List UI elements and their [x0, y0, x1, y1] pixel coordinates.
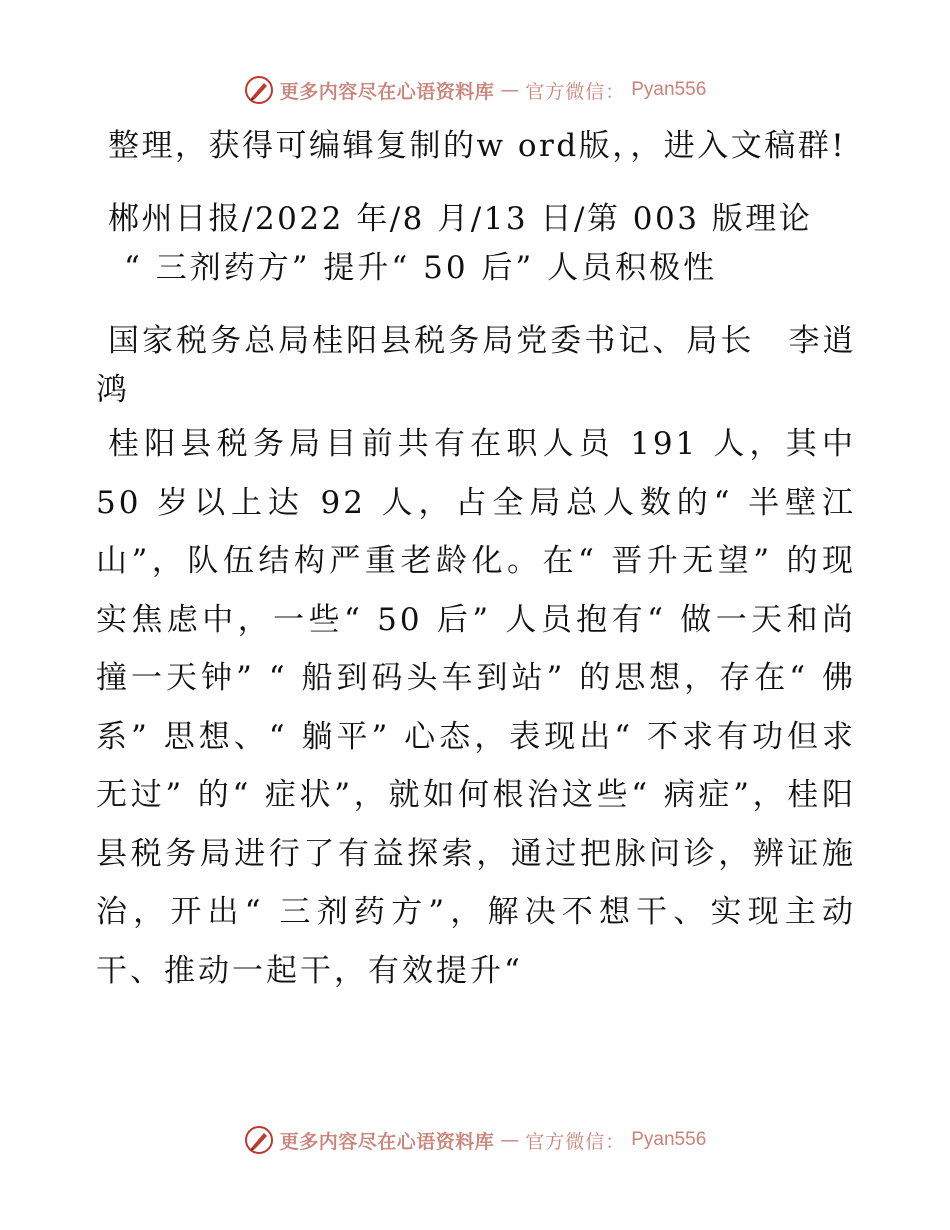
source-line: 郴州日报/2022 年/8 月/13 日/第 003 版理论	[108, 201, 813, 237]
document-body	[96, 122, 856, 1000]
article-title: “ 三剂药方” 提升“ 50 后” 人员积极性	[124, 250, 718, 286]
body-paragraph: 桂阳县税务局目前共有在职人员 191 人，其中 50 岁以上达 92 人，占全局总人数的“ 半壁江山”，队伍结构严重老龄化。在“ 晋升无望” 的现实焦虑中，一些“ 50 后” 人员抱有“ 做一天和尚撞一天钟” “ 船到码头车到站” 的思想，存在“ 佛系” 思想、“ 躺平” 心态，表现出“ 不求有功但求无过” 的“ 症状”，就如何根治这些“ 病症”，桂阳县税务局进行了有益探索，通过把脉问诊，辨证施治，开出“ 三剂药方”，解决不想干、实现主动干、推动一起干，有效提升“	[96, 426, 856, 989]
watermark-text: 更多内容尽在心语资料库	[279, 80, 495, 103]
watermark-text: 更多内容尽在心语资料库	[279, 1130, 495, 1153]
watermark-wechat-id: Pyan556	[631, 1129, 707, 1150]
watermark-wechat-label: 官方微信：	[525, 1130, 626, 1153]
author-line: 国家税务总局桂阳县税务局党委书记、局长 李逍鸿	[96, 323, 856, 408]
intro-paragraph: 整理，获得可编辑复制的w ord版，，进入文稿群!	[108, 128, 847, 164]
watermark-wechat-id: Pyan556	[631, 79, 707, 100]
quill-logo-icon	[244, 75, 274, 105]
watermark-separator: —	[500, 79, 520, 101]
footer-watermark	[0, 1120, 950, 1160]
quill-logo-icon	[244, 1125, 274, 1155]
header-watermark	[0, 70, 950, 110]
watermark-separator: —	[500, 1129, 520, 1151]
watermark-wechat-label: 官方微信：	[525, 80, 626, 103]
